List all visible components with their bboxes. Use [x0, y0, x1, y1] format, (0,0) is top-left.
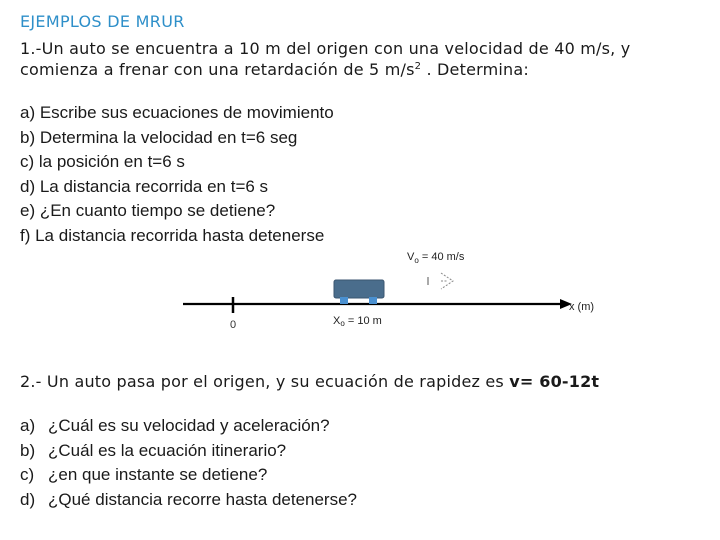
- problem-1-text: 1.-Un auto se encuentra a 10 m del origen con una velocidad de 40 m/s, y comienza a frenar con una retardación de 5 m/s: [20, 39, 631, 79]
- problem-1-text-end: . Determina:: [421, 60, 529, 79]
- question-2b-label: b): [20, 440, 36, 460]
- question-2b-text: ¿Cuál es la ecuación itinerario?: [48, 440, 287, 460]
- v0-label: $V_o = 40$ m/s: [407, 251, 465, 265]
- question-2a: [20, 414, 357, 439]
- exponent: 2: [414, 61, 422, 72]
- car-wheel-front: [369, 297, 377, 304]
- question-e: e) ¿En cuanto tiempo se detiene?: [20, 201, 276, 221]
- page-title: EJEMPLOS DE MRUR: [20, 12, 185, 31]
- origin-label: 0: [230, 319, 237, 331]
- question-2d-text: ¿Qué distancia recorre hasta detenerse?: [48, 489, 358, 509]
- car-wheel-rear: [340, 297, 348, 304]
- problem-2-text: 2.- Un auto pasa por el origen, y su ecuación de rapidez es: [20, 372, 510, 391]
- question-2c-label: c): [20, 465, 35, 484]
- question-a: a) Escribe sus ecuaciones de movimiento: [20, 103, 334, 122]
- problem-2-statement: [20, 372, 710, 391]
- question-2c: [20, 463, 357, 488]
- question-f: f) La distancia recorrida hasta detenerse: [20, 225, 325, 245]
- question-c: c) la posición en t=6 s: [20, 152, 185, 172]
- car-body: [334, 280, 384, 298]
- question-2a-label: a): [20, 416, 36, 435]
- question-2d-label: d): [20, 489, 36, 509]
- question-2b: [20, 439, 357, 464]
- question-d: d) La distancia recorrida en t=6 s: [20, 176, 269, 196]
- question-2d: [20, 488, 357, 513]
- x0-label: Xo = 10 m: [333, 315, 382, 328]
- x-axis-label: x (m): [569, 301, 595, 313]
- rapidez-equation: v= 60-12t: [509, 372, 600, 391]
- question-2c-text: ¿en que instante se detiene?: [48, 465, 268, 484]
- question-2a-text: ¿Cuál es su velocidad y aceleración?: [48, 416, 330, 435]
- question-b: b) Determina la velocidad en t=6 seg: [20, 127, 298, 147]
- problem-2-questions: [20, 414, 357, 512]
